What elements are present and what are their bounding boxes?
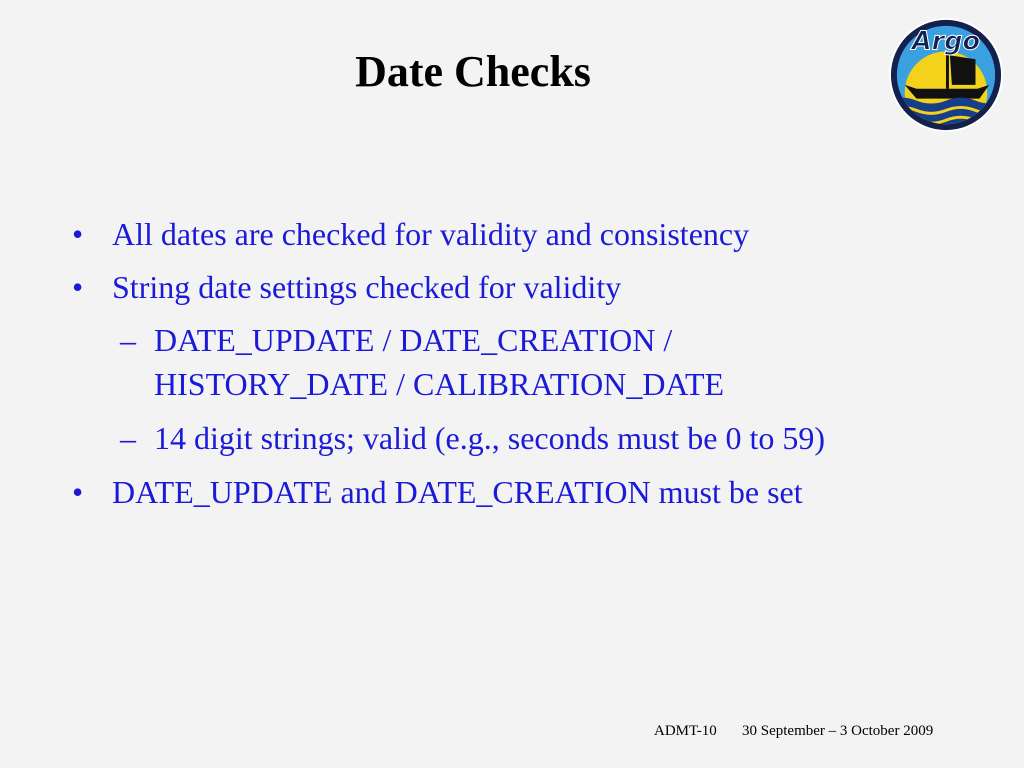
logo-text: Argo [911, 26, 981, 57]
sub-bullet-text-line-1: DATE_UPDATE / DATE_CREATION / [154, 322, 673, 358]
bullet-marker: • [72, 474, 84, 510]
bullet-text: All dates are checked for validity and consistency [112, 216, 750, 252]
sub-bullet-marker: – [120, 420, 136, 456]
bullet-marker: • [72, 216, 84, 252]
footer-meeting: ADMT-10 [654, 723, 717, 739]
sub-bullet-text-line-2: HISTORY_DATE / CALIBRATION_DATE [154, 366, 725, 402]
sub-bullet-text: 14 digit strings; valid (e.g., seconds must be 0 to 59) [154, 420, 826, 456]
bullet-text: String date settings checked for validity [112, 269, 622, 305]
bullet-text: DATE_UPDATE and DATE_CREATION must be set [112, 474, 803, 510]
bullet-marker: • [72, 269, 84, 305]
footer-dates: 30 September – 3 October 2009 [742, 723, 934, 739]
sub-bullet-marker: – [120, 322, 136, 358]
slide-title: Date Checks [355, 47, 591, 96]
